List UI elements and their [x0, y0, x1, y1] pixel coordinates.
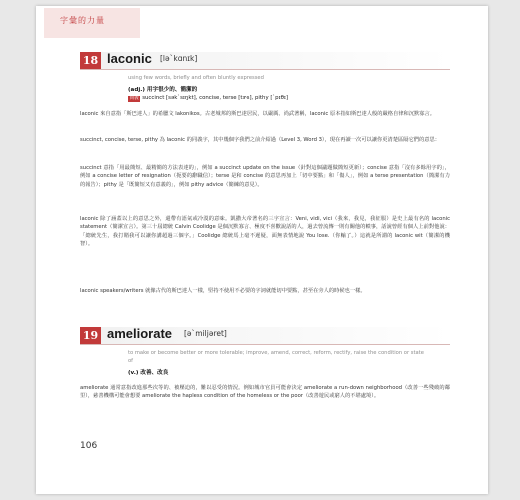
running-head-title: 字彙的力量: [60, 16, 105, 25]
entry-number-badge: 18: [80, 52, 101, 69]
paragraph: succinct, concise, terse, pithy 為 laconic 的同義字，其中幾個字我們之前介紹過（Level 3, Word 3），現在再讀一次可以讓你更清楚區隔它們的意思：: [80, 137, 441, 143]
synonym-tag: 同義: [129, 95, 139, 101]
paragraph: laconic speakers/writers 就像古代的斯巴達人一樣，堅持不使用不必要的字詞就能切中要點，甚至在旁人的時候也一樣。: [80, 288, 366, 294]
entry-headword: ameliorate: [107, 326, 173, 341]
synonyms-row: [128, 95, 288, 102]
definition-chinese: (v.) 改善、改良: [128, 370, 169, 376]
definition-english: to make or become better or more tolerable; improve, amend, correct, reform, rectify, raise the condition or state of: [128, 350, 424, 364]
book-page: [36, 6, 488, 494]
paragraph: laconic 來自意指「斯巴達人」的希臘文 lakonikos。古老城邦的斯巴達居民，以嚴厲、尚武著稱，laconic 原本指如斯巴達人般的嚴格自律和沉默寡言。: [80, 111, 435, 117]
page-number: 106: [80, 441, 98, 451]
definition-english: using few words, briefly and often bluntly expressed: [128, 75, 264, 81]
entry-pronunciation: [ə`miljəret]: [184, 329, 227, 338]
definition-chinese: (adj.) 用字很少的、簡潔的: [128, 87, 198, 93]
paragraph: laconic 除了涵蓋以上的意思之外，還帶有語氣或冷漠的意味。凱撒大帝著名的三字宣言：Veni, vidi, vici（我來，我見，我征服）是史上最有名的 laconic statement（簡潔宣言）。第三十屆總統 Calvin Coolidge 是個沉默寡言、極度不喜歡說話的人，過去曾流傳一則有關他的軼事，話說曾經有個人上前對他說：「總統先生，我打賭我可以讓你講超過三個字。」Coolidge 總統馬上毫不遲疑，面無表情地說 You lose.（你輸了。）這就是所謂的 laconic wit（簡潔的機智）。: [80, 216, 450, 248]
entry-pronunciation: [lə`kɑnɪk]: [160, 54, 198, 63]
entry-header-laconic: [80, 52, 450, 70]
entry-headword: laconic: [107, 51, 152, 66]
entry-number-badge: 19: [80, 327, 101, 344]
paragraph: ameliorate 通常意指改進那些次等的、被壓迫的，難以忍受的情況。例如城市官員可能會決定 ameliorate a run-down neighborhood（改善一些殘破的鄰里），慈善機構可能會想要 ameliorate the hapless condition of the homeless or the poor（改善遊民或窮人的不堪處境）。: [80, 385, 450, 400]
entry-header-ameliorate: [80, 327, 450, 345]
running-head: [44, 8, 140, 38]
synonyms-list: succinct [sək`sɪŋkt], concise, terse [tɝs], pithy [`pɪθɪ]: [142, 95, 288, 101]
paragraph: succinct 意指「用最簡短、最精簡的方法表達的」，例如 a succinct update on the issue（針對這個議題做簡短更新）；concise 意指「沒有多餘用字的」，例如 a concise letter of resignation（扼要的辭職信）；terse 是和 concise 的意思再加上「切中要點」和「傷人」，例如 a terse presentation（簡潔有力的報告）；pithy 是「既簡短又有意義的」，例如 pithy advice（簡練的意見）。: [80, 165, 450, 188]
